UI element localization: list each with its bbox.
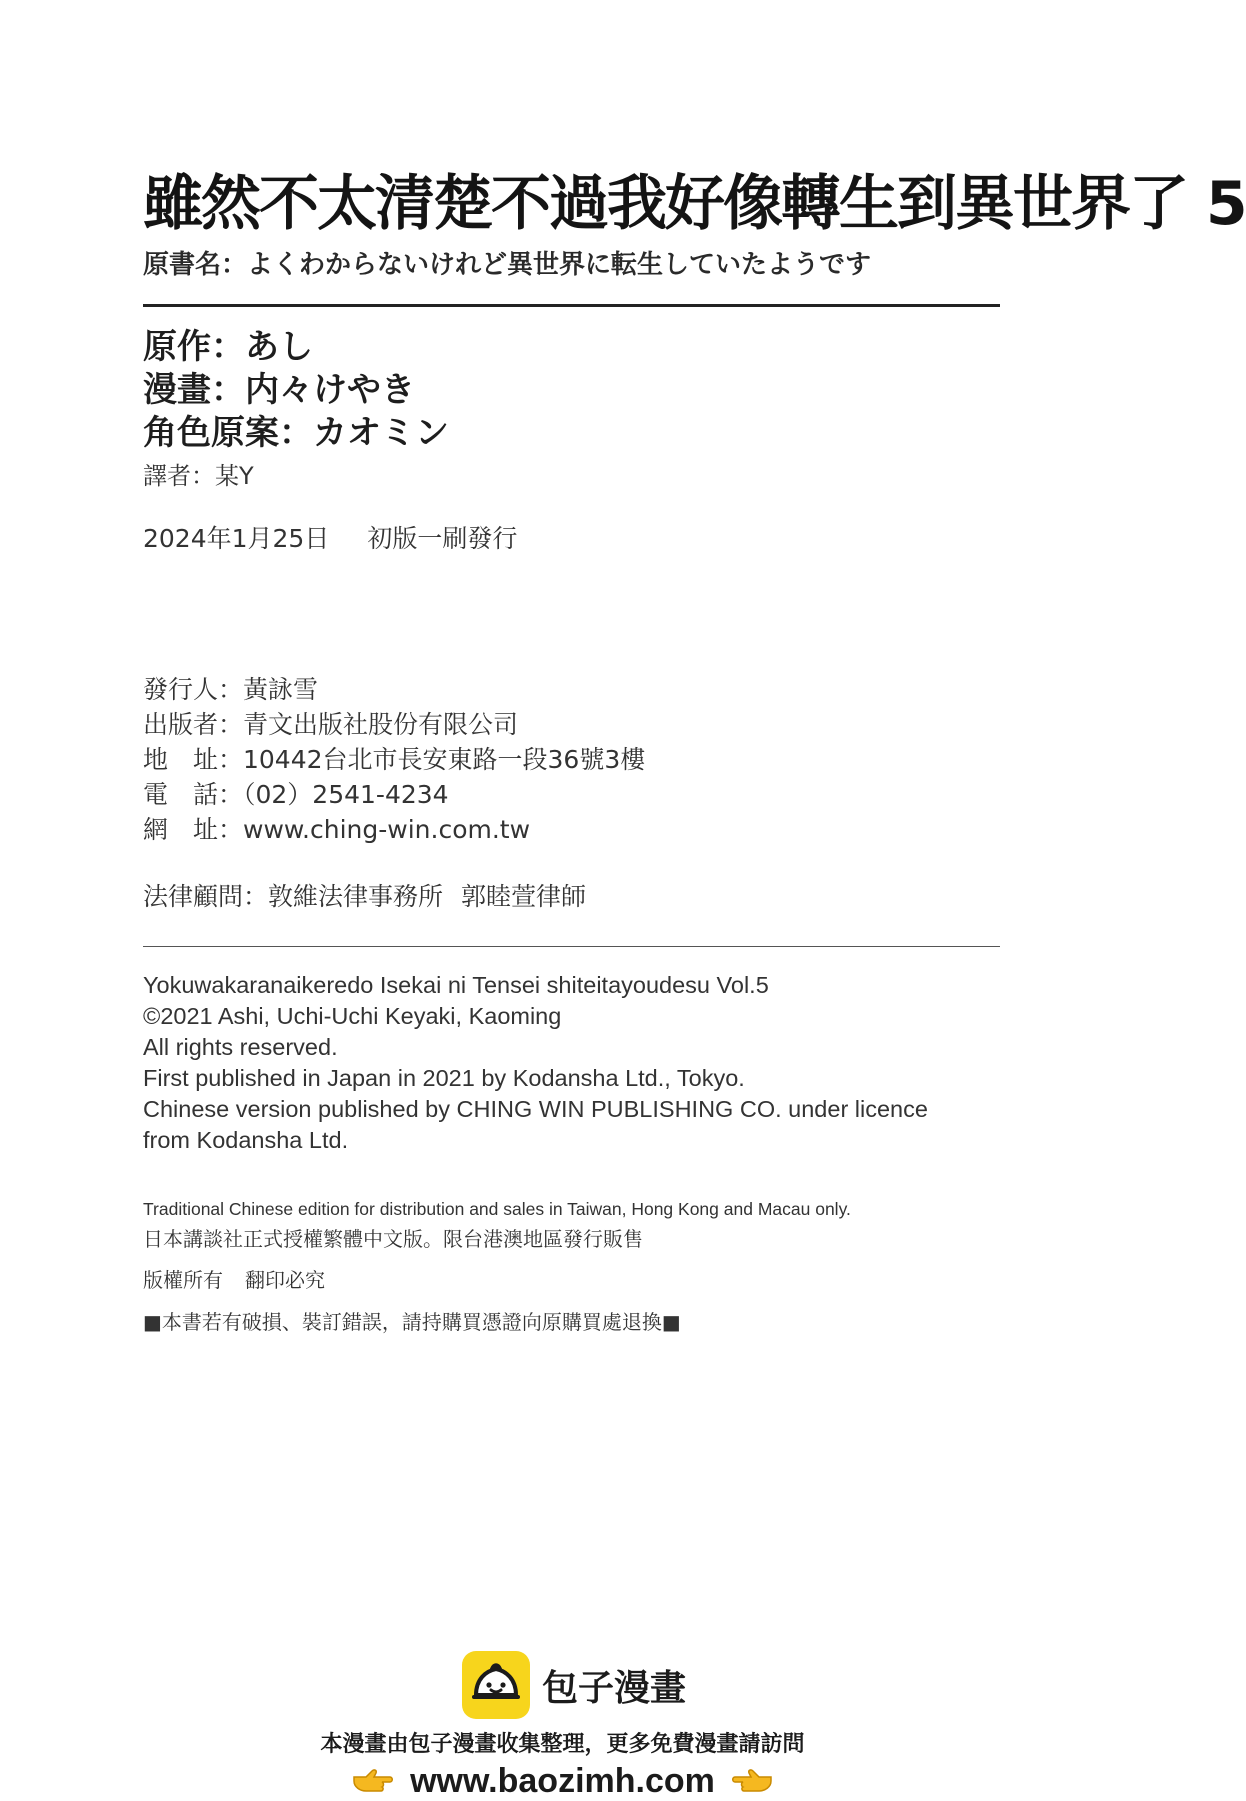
rights-right: 翻印必究 (245, 1268, 325, 1292)
rights-notice (143, 1266, 325, 1294)
rights-left: 版權所有 (143, 1268, 223, 1292)
translator-credit: 譯者：某Y (143, 462, 254, 490)
english-copyright (143, 970, 928, 1156)
distribution-chinese: 日本講談社正式授權繁體中文版。限台港澳地區發行販售 (143, 1227, 643, 1251)
release-line (143, 522, 517, 556)
watermark-logo-text: 包子漫畫 (542, 1667, 687, 1709)
original-title: 原書名：よくわからないけれど異世界に転生していたようです (143, 250, 872, 280)
edition-label: 初版一刷發行 (367, 524, 518, 553)
character-design-credit: 角色原案：カオミン (143, 413, 449, 453)
watermark-url-row (0, 1761, 1125, 1800)
section-divider (143, 946, 1000, 947)
legal-lawyer: 郭睦萱律師 (461, 882, 587, 911)
english-line: from Kodansha Ltd. (143, 1127, 349, 1153)
distribution-english: Traditional Chinese edition for distribution and sales in Taiwan, Hong Kong and Macau only. (143, 1199, 851, 1219)
publisher-info (143, 672, 645, 847)
watermark-url[interactable]: www.baozimh.com (410, 1761, 715, 1800)
publisher-address: 地 址：10442台北市長安東路一段36號3樓 (143, 745, 646, 774)
bun-icon (462, 1651, 530, 1719)
publisher-website: 網 址：www.ching-win.com.tw (143, 815, 531, 844)
publisher-company: 出版者：青文出版社股份有限公司 (143, 710, 519, 739)
english-line: All rights reserved. (143, 1034, 338, 1060)
english-line: Chinese version published by CHING WIN PUBLISHING CO. under licence (143, 1096, 928, 1122)
legal-firm: 法律顧問：敦維法律事務所 (143, 882, 444, 911)
english-line: Yokuwakaranaikeredo Isekai ni Tensei shiteitayoudesu Vol.5 (143, 972, 769, 998)
defect-notice: ■本書若有破損、裝訂錯誤，請持購買憑證向原購買處退換■ (143, 1310, 681, 1334)
title-divider (143, 304, 1000, 307)
legal-counsel (143, 880, 586, 914)
english-line: ©2021 Ashi, Uchi-Uchi Keyaki, Kaoming (143, 1003, 562, 1029)
publisher-phone: 電 話：（02）2541-4234 (143, 780, 449, 809)
manga-credit: 漫畫：内々けやき (143, 370, 415, 410)
english-line: First published in Japan in 2021 by Kodansha Ltd., Tokyo. (143, 1065, 745, 1091)
pointing-hand-right-icon (352, 1767, 394, 1795)
watermark-logo (462, 1650, 686, 1720)
author-credit: 原作：あし (143, 327, 313, 367)
issuer: 發行人：黃詠雪 (143, 675, 319, 704)
credits (143, 326, 449, 455)
book-title: 雖然不太清楚不過我好像轉生到異世界了 5 (143, 169, 1246, 239)
watermark-notice: 本漫畫由包子漫畫收集整理，更多免費漫畫請訪問 (320, 1732, 805, 1757)
release-date: 2024年1月25日 (143, 524, 330, 553)
pointing-hand-left-icon (731, 1767, 773, 1795)
